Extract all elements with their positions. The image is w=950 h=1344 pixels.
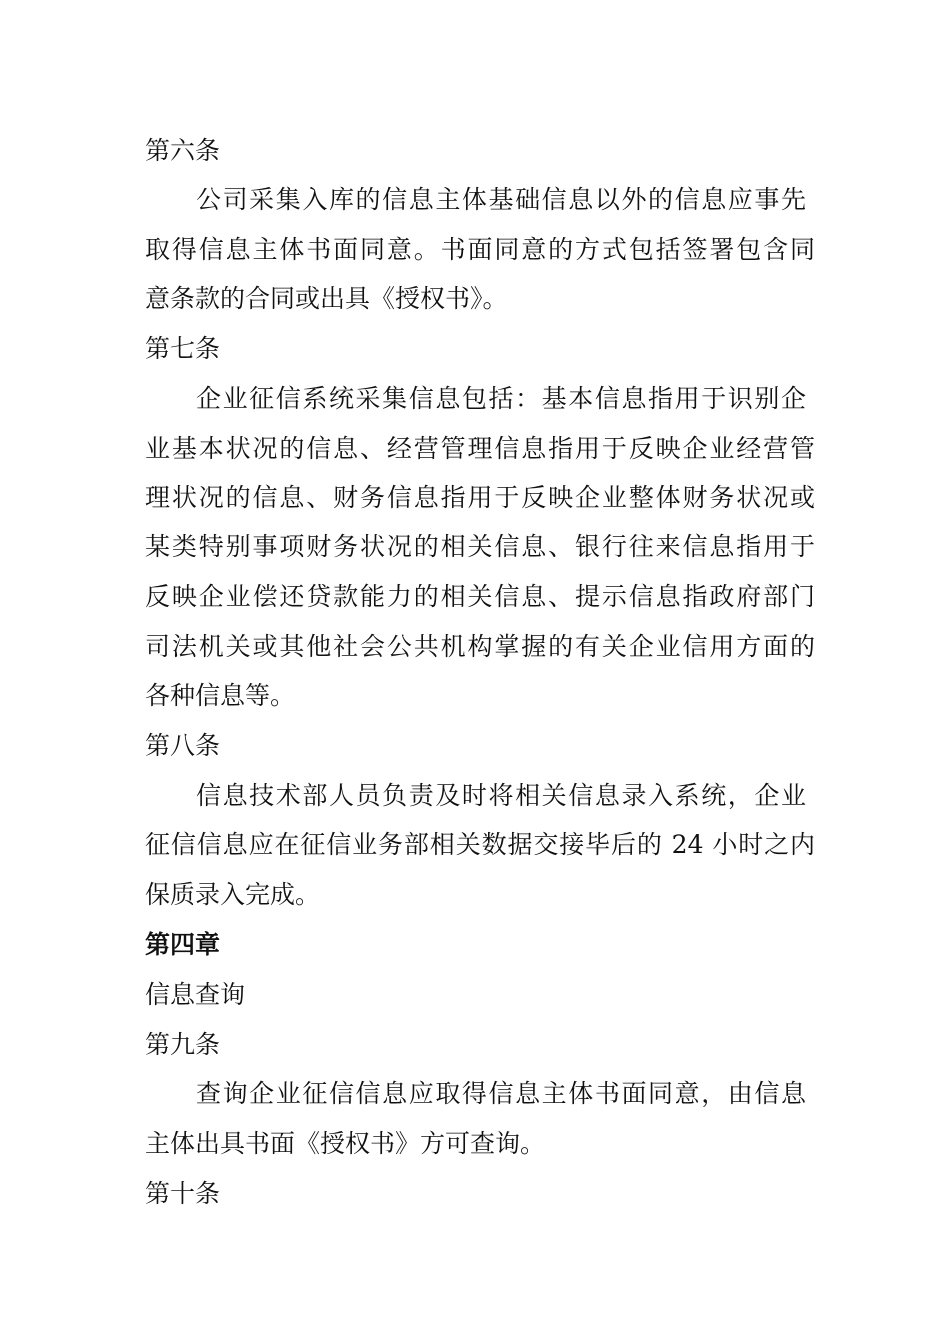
article-6-line-1: 公司采集入库的信息主体基础信息以外的信息应事先: [196, 185, 806, 214]
article-8-line-3: 保质录入完成。: [145, 880, 321, 909]
article-9-heading: 第九条: [145, 1030, 221, 1059]
article-9-line-2: 主体出具书面《授权书》方可查询。: [145, 1129, 546, 1158]
article-7-line-3: 理状况的信息、财务信息指用于反映企业整体财务状况或: [145, 483, 815, 512]
article-7-line-4: 某类特别事项财务状况的相关信息、银行往来信息指用于: [145, 532, 815, 561]
article-7-line-6: 司法机关或其他社会公共机构掌握的有关企业信用方面的: [145, 632, 815, 661]
article-9-line-1: 查询企业征信信息应取得信息主体书面同意，由信息: [196, 1079, 806, 1108]
article-7-line-1: 企业征信系统采集信息包括：基本信息指用于识别企: [196, 384, 806, 413]
article-6-heading: 第六条: [145, 136, 221, 165]
article-7-line-5: 反映企业偿还贷款能力的相关信息、提示信息指政府部门: [145, 582, 815, 611]
article-6-line-3: 意条款的合同或出具《授权书》。: [145, 284, 508, 313]
article-7-line-7: 各种信息等。: [145, 681, 296, 710]
chapter-4-title: 信息查询: [145, 980, 246, 1009]
article-8-heading: 第八条: [145, 731, 221, 760]
article-7-heading: 第七条: [145, 334, 221, 363]
article-10-heading: 第十条: [145, 1179, 221, 1208]
article-7-line-2: 业基本状况的信息、经营管理信息指用于反映企业经营管: [145, 434, 815, 463]
chapter-4-heading: 第四章: [145, 930, 221, 959]
article-8-line-2: 征信信息应在征信业务部相关数据交接毕后的 24 小时之内: [145, 830, 815, 859]
article-6-line-2: 取得信息主体书面同意。书面同意的方式包括签署包含同: [145, 235, 815, 264]
article-8-line-1: 信息技术部人员负责及时将相关信息录入系统，企业: [196, 781, 806, 810]
